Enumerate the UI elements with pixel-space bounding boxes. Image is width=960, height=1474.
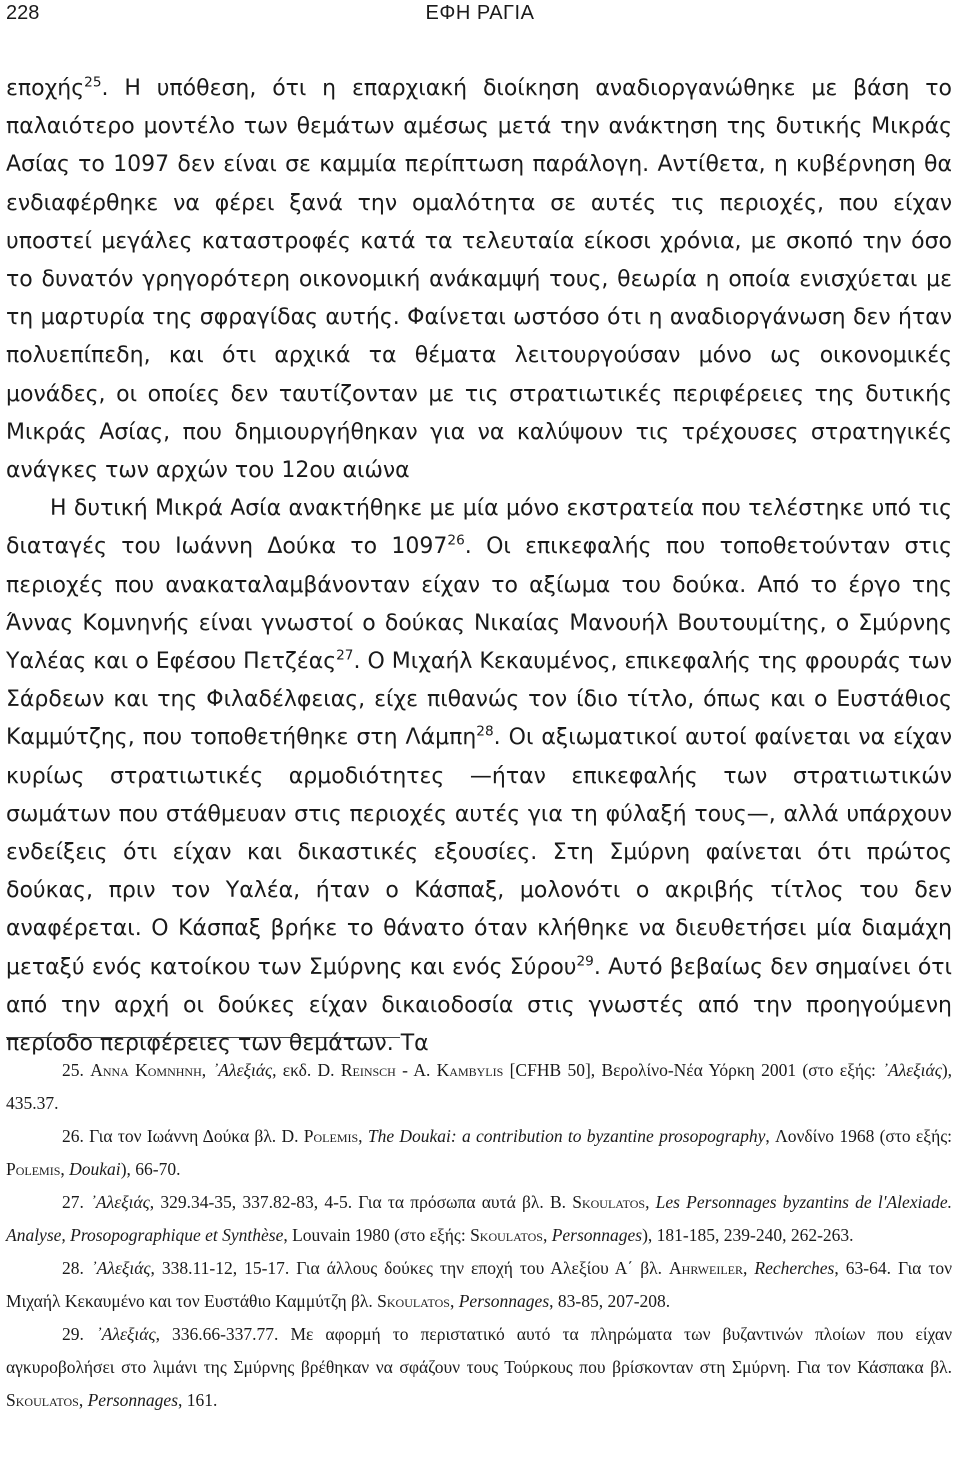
footnote-ref-28[interactable]: 28: [476, 724, 494, 741]
text-run: , Λονδίνο 1968 (στο εξής:: [765, 1126, 953, 1146]
footnote-number: 25.: [62, 1060, 91, 1080]
footnote-divider: [6, 1037, 400, 1038]
text-run: ), 66-70.: [120, 1159, 181, 1179]
text-run: . Ο Μιχαήλ Κεκαυμένος, επικεφαλής της φρουράς των Σάρδεων και της Φιλαδέλφειας, είχε πιθανώς τον ίδιο τίτλο, όπως και ο Ευστάθιος Καμμύτζης, που τοποθετήθηκε στη Λάμπη: [6, 649, 952, 751]
footnote-title: ᾽Αλεξιάς: [212, 1060, 273, 1080]
paragraph: [6, 70, 952, 490]
text-run: . Η υπόθεση, ότι η επαρχιακή διοίκηση αναδιοργανώθηκε με βάση το παλαιότερο μοντέλο των θεμάτων αμέσως μετά την ανάκτηση της δυτικής Μικράς Ασίας το 1097 δεν είναι σε καμμία περίπτωση παράλογη. Αντίθετα, η κυβέρνηση θα ενδιαφέρθηκε να φέρει ξανά την ομαλότητα σε αυτές τις περιοχές, που είχαν υποστεί μεγάλες καταστροφές κατά τα τελευταία είκοσι χρόνια, με σκοπό την όσο το δυνατόν γρηγορότερη οικονομική ανάκαμψή τους, θεωρία η οποία ενισχύεται με τη μαρτυρία της σφραγίδας αυτής. Φαίνεται ωστόσο ότι η αναδιοργάνωση δεν ήταν πολυεπίπεδη, και ότι αρχικά τα θέματα λειτουργούσαν μόνο ως οικονομικές μονάδες, οι οποίες δεν ταυτίζονταν με τις στρατιωτικές περιφέρειες της δυτικής Μικράς Ασίας, που δημιουργήθηκαν για να καλύψουν τις τρέχουσες στρατηγικές ανάγκες των αρχών του 12ου αιώνα: [6, 76, 952, 484]
text-run: , 161.: [178, 1390, 218, 1410]
footnote-work: Recherches: [754, 1258, 835, 1278]
footnote-abbr: ᾽Αλεξιάς: [882, 1060, 942, 1080]
text-run: Η δυτική Μικρά Ασία ανακτήθηκε με μία μόνο εκστρατεία που τελέστηκε υπό τις διαταγές του Ιωάννη Δούκα το 1097: [6, 496, 952, 560]
footnote-ref-25[interactable]: 25: [84, 74, 102, 91]
text-run: . Αυτό βεβαίως δεν σημαίνει ότι από την αρχή οι δούκες είχαν δικαιοδοσία στις γνωστές από την προηγούμενη περίοδο περιφέρειες των θεμάτων. Τα: [6, 954, 952, 1057]
footnote-author: Skoulatos: [6, 1390, 79, 1410]
footnote-author: D. Polemis: [281, 1126, 359, 1146]
text-run: ), 435.37.: [6, 1060, 953, 1113]
text-run: , 83-85, 207-208.: [549, 1291, 671, 1311]
footnote-ref-26[interactable]: 26: [447, 533, 465, 550]
footnote-title: ᾽Αλεξιάς: [90, 1192, 150, 1212]
text-run: , 63-64. Για τον Μιχαήλ Κεκαυμένο και τον Ευστάθιο Καμμύτζη βλ.: [6, 1258, 953, 1311]
footnote-work: Les Personnages byzantins de l'Alexiade. Analyse, Prosopographique et Synthèse: [6, 1192, 953, 1245]
text-run: ,: [358, 1126, 368, 1146]
footnote-abbr: Personnages: [551, 1225, 643, 1245]
text-run: ,: [645, 1192, 656, 1212]
text-run: . Οι αξιωματικοί αυτοί φαίνεται να είχαν κυρίως στρατιωτικές αρμοδιότητες —ήταν επικεφαλής των στρατιωτικών σωμάτων που στάθμευαν στις περιοχές αυτές για τη φύλαξή τους—, αλλά υπάρχουν ενδείξεις ότι είχαν και δικαστικές εξουσίες. Στη Σμύρνη φαίνεται ότι πρώτος δούκας, πριν τον Υαλέα, ήταν ο Κάσπαξ, μολονότι ο ακριβής τίτλος του δεν αναφέρεται. Ο Κάσπαξ βρήκε το θάνατο όταν κλήθηκε να διευθετήσει μία διαμάχη μεταξύ ενός κατοίκου των Σμύρνης και ενός Σύρου: [6, 725, 953, 980]
body-text: [6, 70, 952, 1063]
footnote-27: [6, 1186, 952, 1252]
text-run: ,: [60, 1159, 70, 1179]
footnote-title: The Doukai: a contribution to byzantine prosopography: [367, 1126, 766, 1146]
text-run: , 336.66-337.77. Με αφορμή το περιστατικό αυτό τα πληρώματα των βυζαντινών πλοίων που είχαν αγκυροβολήσει στο λιμάνι της Σμύρνης βρέθηκαν να σφάζουν τους Τούρκους που βρίσκονταν στη Σμύρνη. Για τον Κάσπακα βλ.: [6, 1324, 953, 1377]
text-run: , 329.34-35, 337.82-83, 4-5. Για τα πρόσωπα αυτά βλ.: [149, 1192, 550, 1212]
text-run: [CFHB 50], Βερολίνο-Νέα Υόρκη 2001 (στο εξής:: [503, 1060, 883, 1080]
footnote-author: Ahrweiler: [669, 1258, 743, 1278]
footnote-abbr: Doukai: [69, 1159, 121, 1179]
paragraph: [6, 490, 952, 1063]
footnote-number: 29.: [62, 1324, 96, 1344]
footnote-work: Personnages: [458, 1291, 550, 1311]
footnote-title: ᾽Αλεξιάς: [95, 1324, 156, 1344]
footnote-ref-29[interactable]: 29: [576, 953, 594, 970]
text-run: , Louvain 1980 (στο εξής:: [283, 1225, 471, 1245]
footnote-work: Personnages: [87, 1390, 179, 1410]
text-run: . Οι επικεφαλής που τοποθετούνταν στις περιοχές που ανακαταλαμβάνονταν είχαν το αξίωμα του δούκα. Από το έργο της Άννας Κομνηνής είναι γνωστοί ο δούκας Νικαίας Μανουήλ Βουτουμίτης, ο Σμύρνης Υαλέας και ο Εφέσου Πετζέας: [6, 534, 952, 675]
footnote-number: 27.: [62, 1192, 91, 1212]
footnote-29: [6, 1318, 952, 1417]
text-run: ,: [78, 1390, 88, 1410]
text-run: Για τον Ιωάννη Δούκα βλ.: [89, 1126, 282, 1146]
text-run: εποχής: [6, 76, 85, 101]
footnote-25: [6, 1054, 952, 1120]
text-run: , εκδ.: [272, 1060, 318, 1080]
text-run: ,: [201, 1060, 213, 1080]
footnote-28: [6, 1252, 952, 1318]
running-head: ΕΦΗ ΡΑΓΙΑ: [425, 2, 535, 24]
footnote-title: ᾽Αλεξιάς: [90, 1258, 151, 1278]
text-run: , 338.11-12, 15-17. Για άλλους δούκες την εποχή του Αλεξίου Α΄ βλ.: [150, 1258, 670, 1278]
text-run: ), 181-185, 239-240, 262-263.: [642, 1225, 854, 1245]
footnote-number: 26.: [62, 1126, 90, 1146]
footnote-26: [6, 1120, 952, 1186]
text-run: ,: [449, 1291, 459, 1311]
footnote-author: B. Skoulatos: [549, 1192, 646, 1212]
footnote-author: Skoulatos: [377, 1291, 450, 1311]
text-run: ,: [542, 1225, 552, 1245]
footnote-author: Skoulatos: [470, 1225, 543, 1245]
footnote-number: 28.: [62, 1258, 91, 1278]
footnote-author: Αννα Κομνηνη: [90, 1060, 202, 1080]
text-run: ,: [742, 1258, 755, 1278]
footnote-editors: D. Reinsch - A. Kambylis: [317, 1060, 504, 1080]
footnote-ref-27[interactable]: 27: [336, 647, 354, 664]
footnotes: [6, 1054, 952, 1417]
footnote-author: Polemis: [6, 1159, 61, 1179]
page-number: 228: [6, 2, 40, 24]
